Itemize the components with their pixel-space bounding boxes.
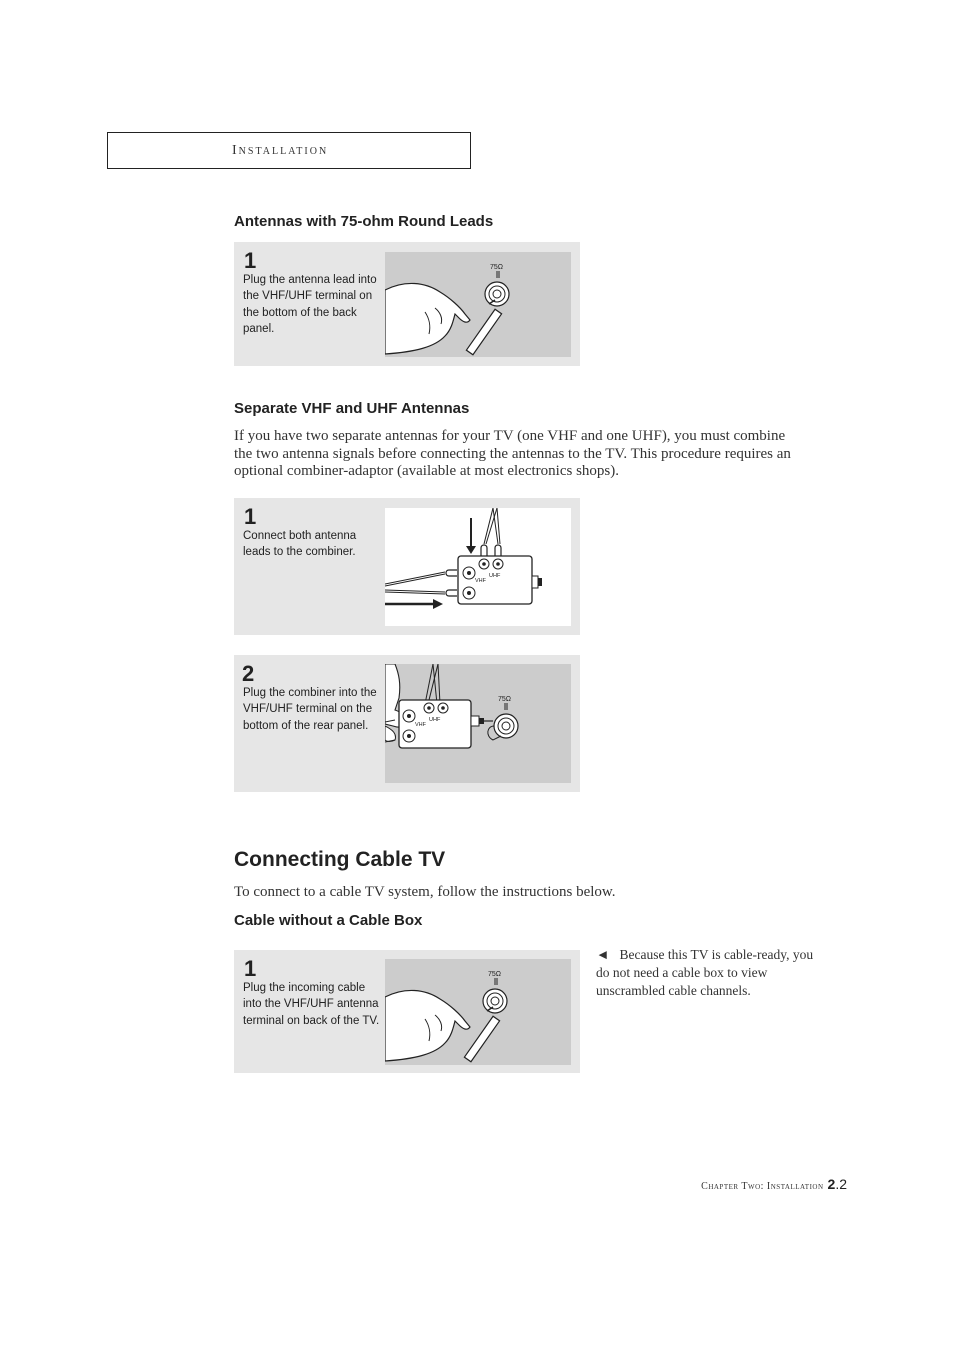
- heading-antennas-75: Antennas with 75-ohm Round Leads: [234, 213, 494, 230]
- page-number: [828, 1176, 847, 1192]
- vhf-label: VHF: [415, 722, 426, 728]
- uhf-label: UHF: [489, 573, 501, 579]
- vhf-label: VHF: [475, 578, 486, 584]
- ohm-label: 75Ω: [498, 696, 512, 703]
- step-number: 1: [244, 956, 257, 981]
- note-marker-icon: ◄: [596, 947, 610, 962]
- page-number-minor: .2: [835, 1176, 847, 1192]
- page-title-connecting-cable: Connecting Cable TV: [234, 848, 446, 871]
- heading-separate-antennas: Separate VHF and UHF Antennas: [234, 400, 470, 417]
- step-number: 1: [244, 504, 257, 529]
- cable-ready-note: [596, 946, 818, 1000]
- step-text: Plug the antenna lead into the VHF/UHF terminal on the bottom of the back panel.: [243, 274, 377, 335]
- step-number: 2: [242, 661, 255, 686]
- illustration-plug-incoming-cable: [385, 959, 571, 1065]
- illustration-combiner-to-terminal: [385, 664, 571, 783]
- heading-cable-without-box: Cable without a Cable Box: [234, 912, 423, 929]
- step-text: Plug the incoming cable into the VHF/UHF antenna terminal on back of the TV.: [243, 982, 380, 1027]
- ohm-label: 75Ω: [488, 971, 502, 978]
- step-box-plug-combiner: [234, 655, 580, 792]
- uhf-label: UHF: [429, 717, 441, 723]
- step-box-incoming-cable: [234, 950, 580, 1073]
- illustration-combiner-leads: [385, 508, 571, 626]
- section-header-box: [107, 132, 471, 169]
- step-number: 1: [244, 248, 257, 273]
- paragraph-separate-antennas: If you have two separate antennas for your TV (one VHF and one UHF), you must combine the two antenna signals before connecting the antennas to the TV. This procedure requires an optional combiner-adaptor (available at most electronics shops).: [234, 428, 791, 479]
- illustration-plug-antenna-lead: [385, 252, 571, 357]
- step-text: Connect both antenna leads to the combiner.: [243, 530, 357, 559]
- paragraph-cable-intro: To connect to a cable TV system, follow the instructions below.: [234, 884, 616, 900]
- ohm-label: 75Ω: [490, 264, 504, 271]
- page-footer: [701, 1176, 847, 1194]
- page-number-major: 2: [827, 1176, 836, 1192]
- section-header-title: Installation: [232, 143, 329, 158]
- footer-chapter: Chapter Two: Installation: [701, 1181, 824, 1192]
- step-text: Plug the combiner into the VHF/UHF terminal on the bottom of the rear panel.: [243, 687, 377, 732]
- step-box-connect-combiner: [234, 498, 580, 635]
- step-box-antenna-75: [234, 242, 580, 366]
- note-text: Because this TV is cable-ready, you do not need a cable box to view unscrambled cable channels.: [596, 947, 814, 998]
